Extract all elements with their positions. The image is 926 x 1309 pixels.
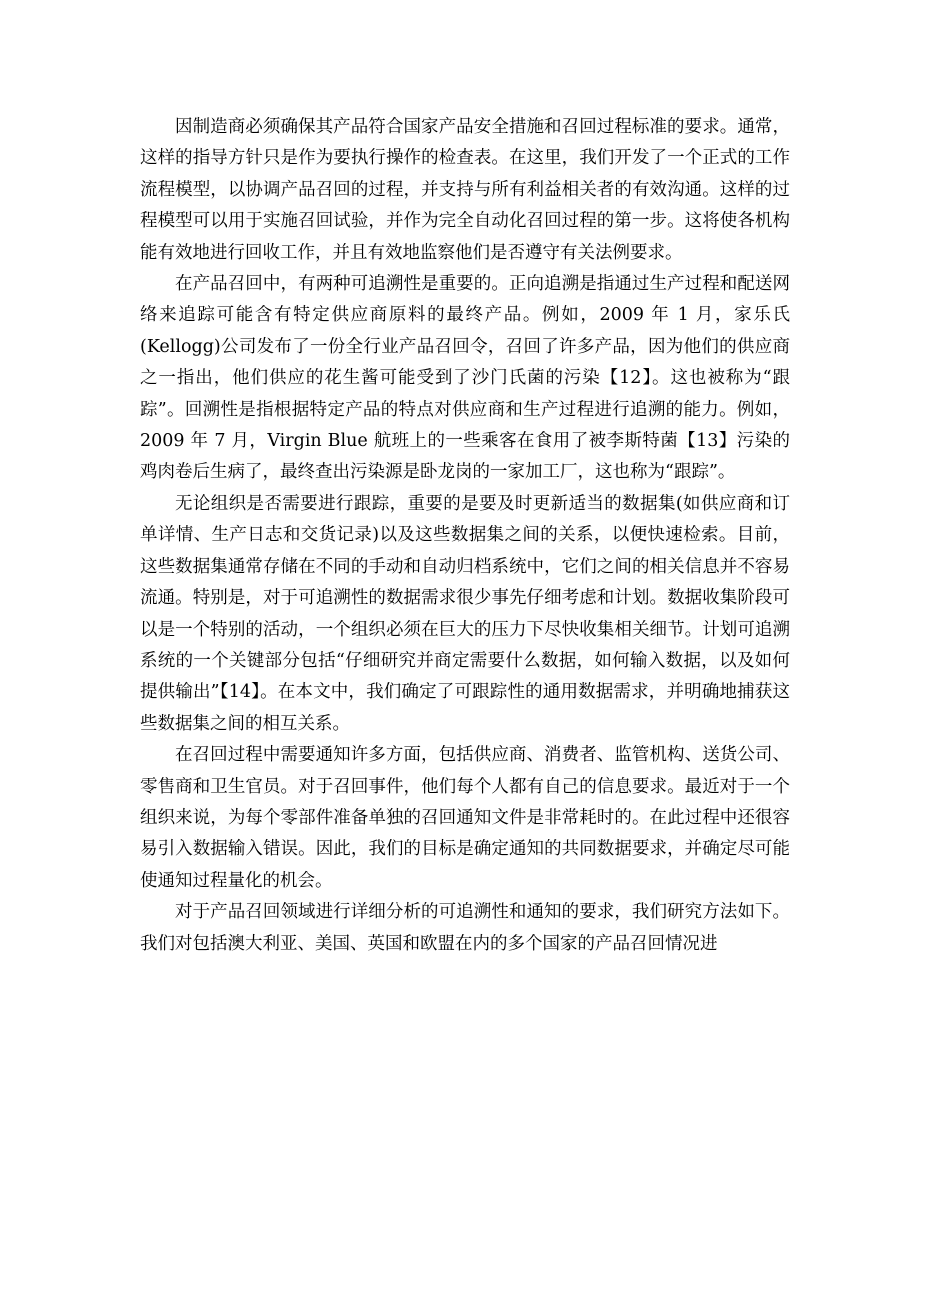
document-page — [140, 112, 790, 960]
paragraph-traceability-types: 在产品召回中，有两种可追溯性是重要的。正向追溯是指通过生产过程和配送网络来追踪可能含有特定供应商原料的最终产品。例如，2009 年 1 月，家乐氏(Kellogg)公司发布了一份全行业产品召回令，召回了许多产品，因为他们的供应商之一指出，他们供应的花生酱可能受到了沙门氏菌的污染【12】。这也被称为“跟踪”。回溯性是指根据特定产品的特点对供应商和生产过程进行追溯的能力。例如，2009 年 7 月，Virgin Blue 航班上的一些乘客在食用了被李斯特菌【13】污染的鸡肉卷后生病了，最终查出污染源是卧龙岗的一家加工厂，这也称为“跟踪”。 — [140, 274, 790, 483]
paragraph-research-method: 对于产品召回领域进行详细分析的可追溯性和通知的要求，我们研究方法如下。我们对包括澳大利亚、美国、英国和欧盟在内的多个国家的产品召回情况进 — [140, 902, 790, 954]
paragraph-notification: 在召回过程中需要通知许多方面，包括供应商、消费者、监管机构、送货公司、零售商和卫生官员。对于召回事件，他们每个人都有自己的信息要求。最近对于一个组织来说，为每个零部件准备单独的召回通知文件是非常耗时的。在此过程中还很容易引入数据输入错误。因此，我们的目标是确定通知的共同数据要求，并确定尽可能使通知过程量化的机会。 — [140, 745, 790, 891]
paragraph-product-safety: 因制造商必须确保其产品符合国家产品安全措施和召回过程标准的要求。通常，这样的指导方针只是作为要执行操作的检查表。在这里，我们开发了一个正式的工作流程模型，以协调产品召回的过程，并支持与所有利益相关者的有效沟通。这样的过程模型可以用于实施召回试验，并作为完全自动化召回过程的第一步。这将使各机构能有效地进行回收工作，并且有效地监察他们是否遵守有关法例要求。 — [140, 117, 790, 263]
paragraph-data-requirements: 无论组织是否需要进行跟踪，重要的是要及时更新适当的数据集(如供应商和订单详情、生产日志和交货记录)以及这些数据集之间的关系，以便快速检索。目前，这些数据集通常存储在不同的手动和自动归档系统中，它们之间的相关信息并不容易流通。特别是，对于可追溯性的数据需求很少事先仔细考虑和计划。数据收集阶段可以是一个特别的活动，一个组织必须在巨大的压力下尽快收集相关细节。计划可追溯系统的一个关键部分包括“仔细研究并商定需要什么数据，如何输入数据，以及如何提供输出”【14】。在本文中，我们确定了可跟踪性的通用数据需求，并明确地捕获这些数据集之间的相互关系。 — [140, 493, 790, 734]
